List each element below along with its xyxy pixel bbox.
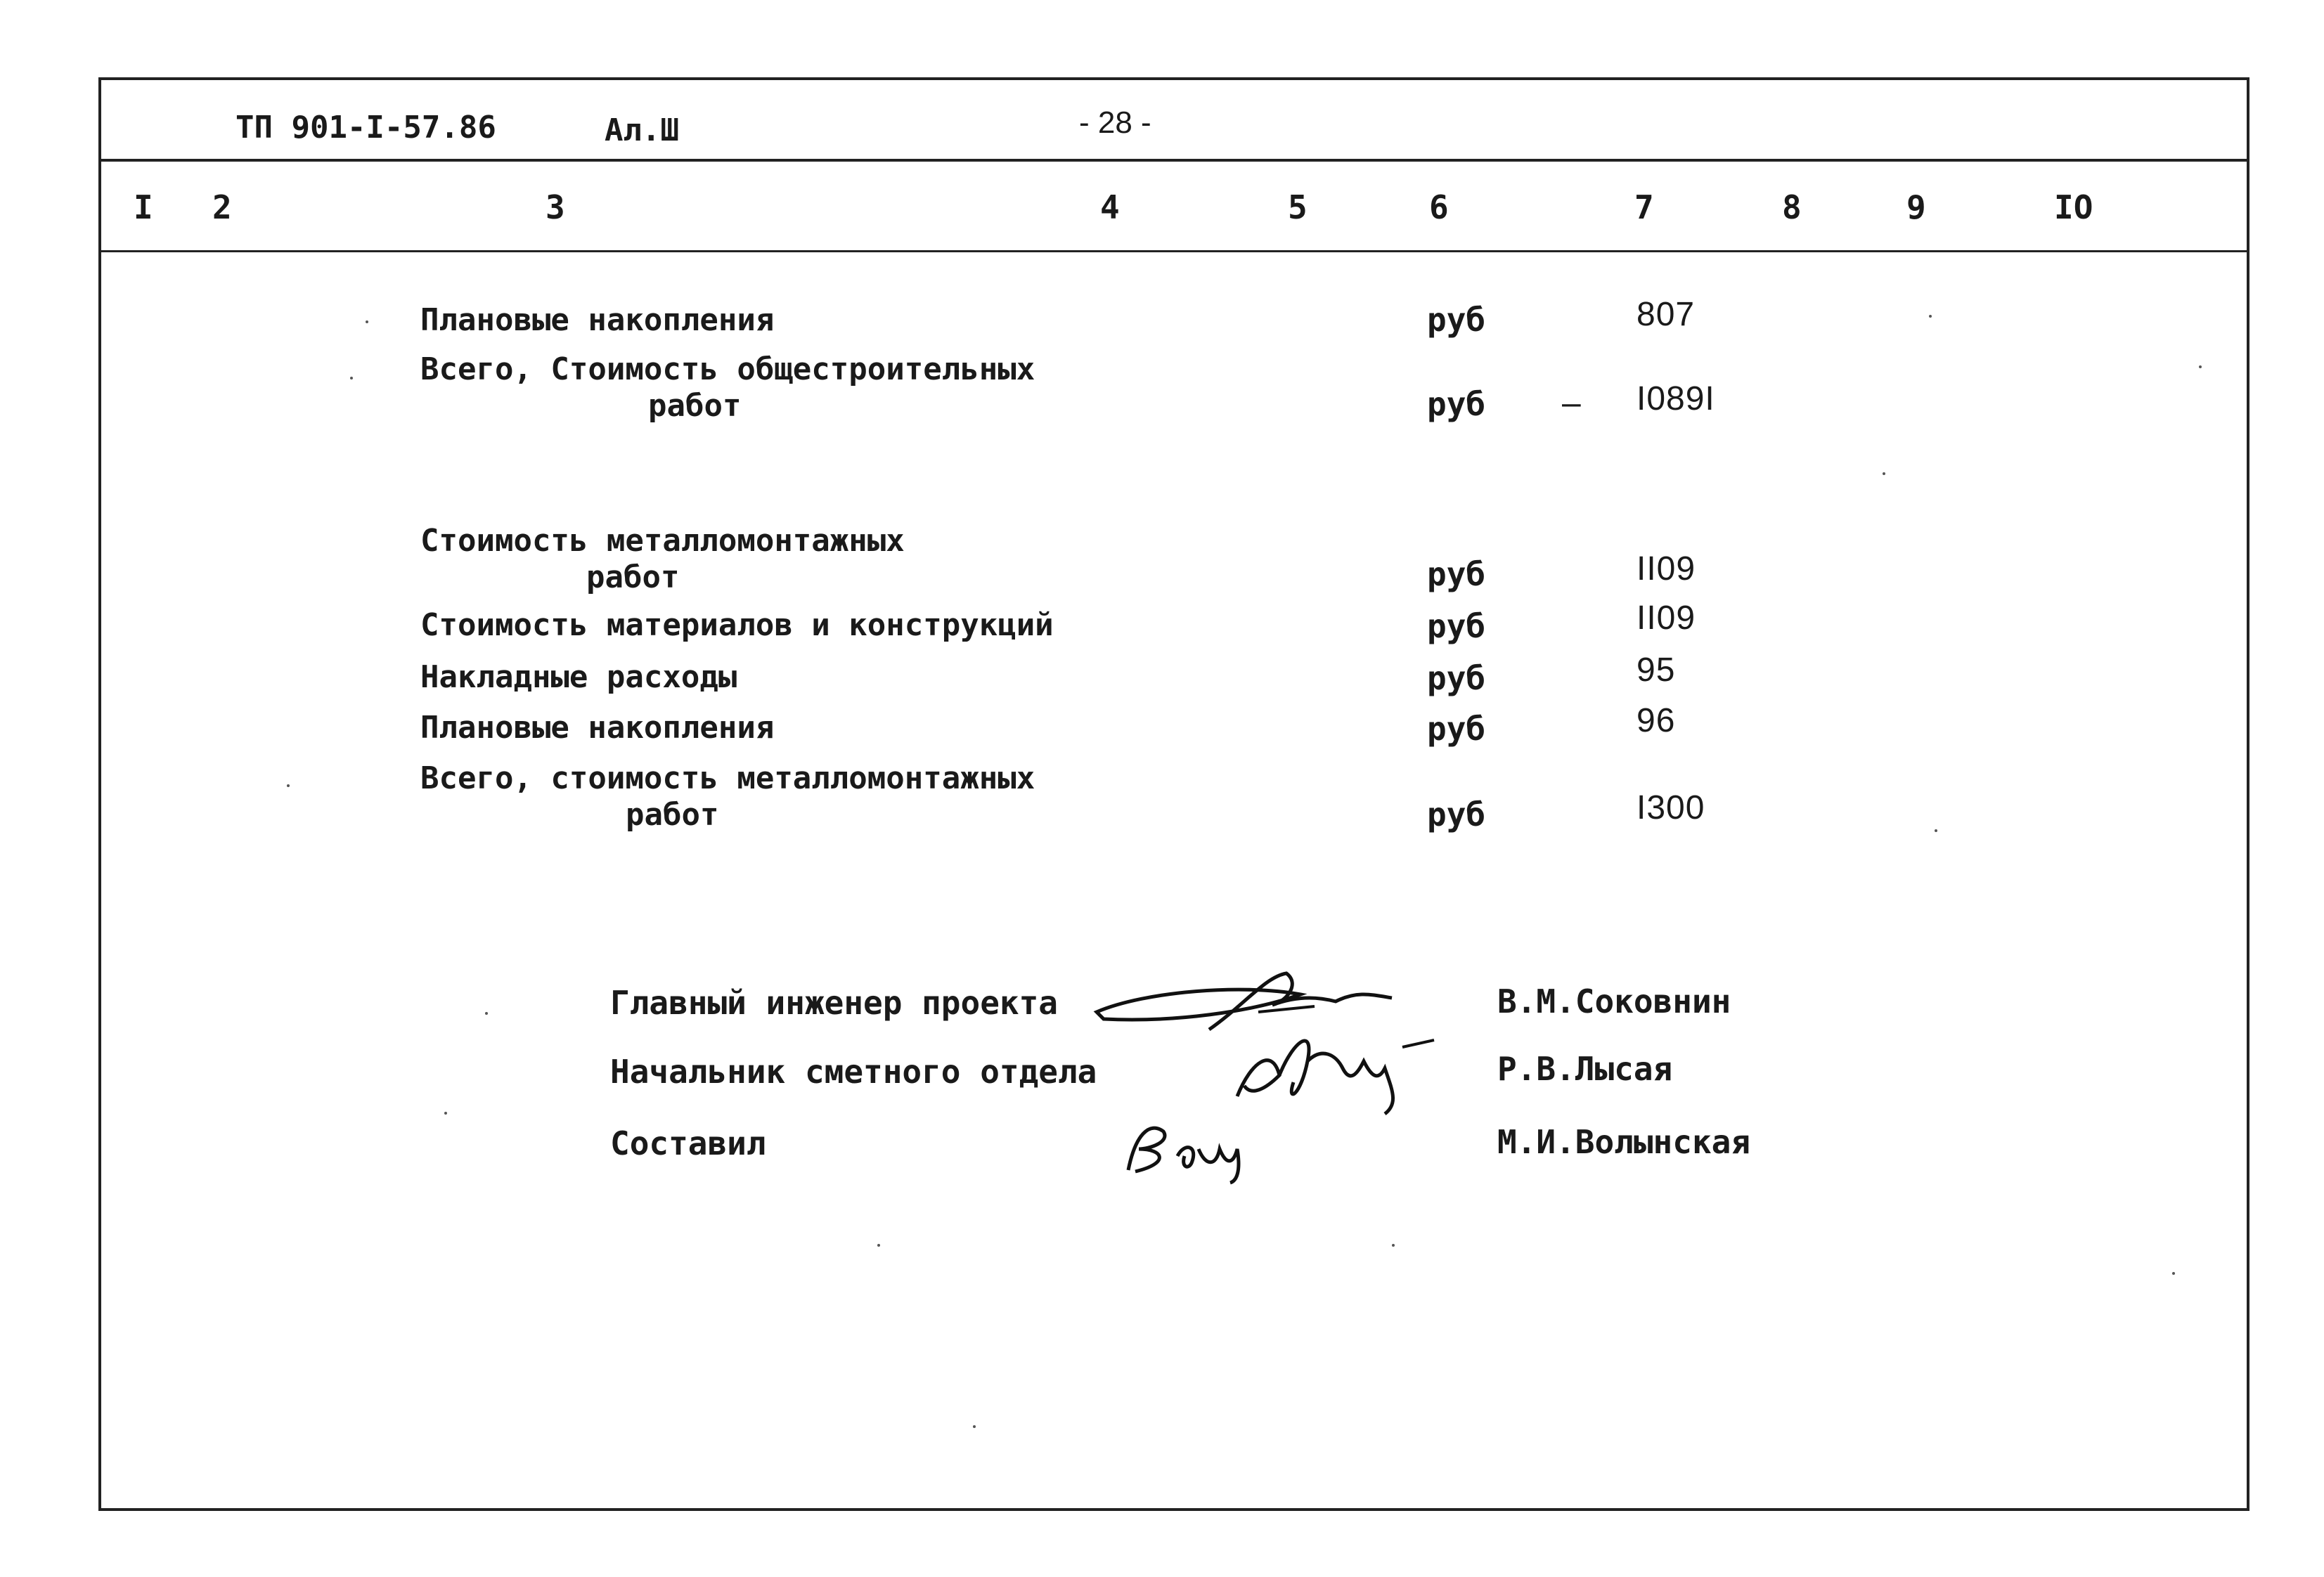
album-number: Ал.Ш bbox=[605, 112, 679, 148]
row-label: Стоимость материалов и конструкций bbox=[420, 607, 1054, 643]
column-number: 5 bbox=[1288, 188, 1308, 226]
row-unit: руб bbox=[1427, 607, 1486, 645]
scan-speck bbox=[366, 320, 368, 323]
column-number: 7 bbox=[1634, 188, 1654, 226]
signature-role: Главный инженер проекта bbox=[610, 984, 1058, 1022]
column-number: 8 bbox=[1782, 188, 1802, 226]
signature-name: М.И.Волынская bbox=[1497, 1123, 1751, 1161]
row-value: II09 bbox=[1637, 599, 1696, 637]
scan-speck bbox=[2199, 365, 2202, 368]
signature-role: Начальник сметного отдела bbox=[610, 1053, 1097, 1091]
document-code: ТП 901-I-57.86 bbox=[235, 110, 496, 145]
row-value: I300 bbox=[1637, 789, 1705, 826]
row-value: 96 bbox=[1637, 702, 1676, 739]
row-value: 95 bbox=[1637, 651, 1676, 689]
column-number: IO bbox=[2054, 188, 2093, 226]
scan-speck bbox=[485, 1012, 488, 1015]
row-label: Плановые накопления bbox=[420, 302, 775, 338]
scan-speck bbox=[444, 1112, 447, 1115]
row-label-continuation: работ bbox=[648, 388, 742, 424]
row-unit: руб bbox=[1427, 710, 1486, 748]
column-number: I bbox=[134, 188, 153, 226]
signature-role: Составил bbox=[610, 1124, 766, 1162]
row-value: I089I bbox=[1637, 380, 1715, 417]
column-number: 3 bbox=[546, 188, 565, 226]
scan-speck bbox=[2172, 1272, 2175, 1275]
column-number: 2 bbox=[212, 188, 232, 226]
scan-speck bbox=[287, 784, 290, 787]
scan-speck bbox=[1883, 472, 1885, 475]
scan-speck bbox=[1935, 829, 1937, 832]
scan-speck bbox=[877, 1244, 880, 1247]
scan-speck bbox=[973, 1425, 976, 1428]
row-unit: руб bbox=[1427, 659, 1486, 697]
column-number: 9 bbox=[1906, 188, 1926, 226]
row-unit: руб bbox=[1427, 301, 1486, 339]
row-dash: – bbox=[1562, 384, 1582, 422]
row-label: Плановые накопления bbox=[420, 710, 775, 746]
row-unit: руб bbox=[1427, 385, 1486, 423]
column-number: 6 bbox=[1429, 188, 1449, 226]
row-label: Накладные расходы bbox=[420, 659, 737, 695]
row-label-continuation: работ bbox=[626, 797, 719, 833]
signature-name: В.М.Соковнин bbox=[1497, 982, 1731, 1020]
row-value: 807 bbox=[1637, 296, 1696, 333]
scan-speck bbox=[350, 377, 353, 379]
scan-speck bbox=[1929, 315, 1932, 318]
column-number: 4 bbox=[1100, 188, 1120, 226]
header-rule bbox=[98, 159, 2249, 162]
row-label: Стоимость металломонтажных bbox=[420, 523, 905, 559]
page-number: - 28 - bbox=[1079, 105, 1151, 140]
row-value: II09 bbox=[1637, 550, 1696, 588]
row-unit: руб bbox=[1427, 555, 1486, 593]
scan-speck bbox=[1392, 1244, 1395, 1247]
row-label: Всего, стоимость металломонтажных bbox=[420, 760, 1035, 796]
signature-name: Р.В.Лысая bbox=[1497, 1050, 1673, 1088]
row-label-continuation: работ bbox=[586, 559, 680, 595]
row-label: Всего, Стоимость общестроительных bbox=[420, 351, 1035, 387]
column-header-rule bbox=[98, 250, 2249, 252]
row-unit: руб bbox=[1427, 796, 1486, 833]
